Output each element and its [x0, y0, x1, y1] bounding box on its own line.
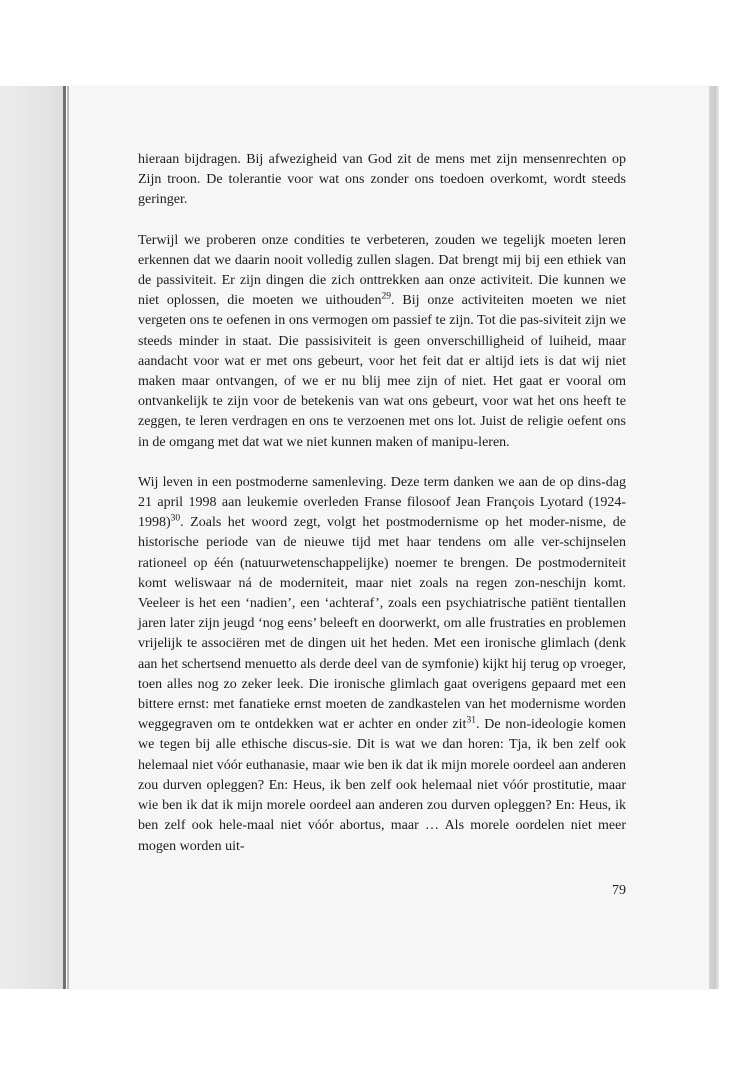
- text-run: . De non-ideologie komen we tegen bij alle ethische discus-sie. Dit is wat we dan horen: Tja, ik ben zelf ook helemaal niet vóór euthanasie, maar wie ben ik dat ik mijn morele oordeel aan anderen zou durven opleggen? En: Heus, ik ben zelf ook helemaal niet vóór prostitutie, maar wie ben ik dat ik mijn morele oordeel aan anderen zou durven opleggen? En: Heus, ik ben zelf ook hele-maal niet vóór abortus, maar … Als morele oordelen niet meer mogen worden uit-: [138, 717, 626, 854]
- book-binding-shadow: [0, 86, 64, 989]
- footnote-ref: 31: [466, 715, 476, 726]
- text-run: hieraan bijdragen. Bij afwezigheid van God zit de mens met zijn mensenrechten op Zijn troon. De tolerantie voor wat ons zonder ons toedoen overkomt, wordt steeds geringer.: [138, 152, 626, 208]
- paragraph: [138, 150, 626, 211]
- paragraph: [138, 231, 626, 453]
- footnote-ref: 29: [381, 291, 391, 302]
- book-spine-highlight: [67, 86, 69, 989]
- page-stack-edge: [709, 86, 719, 989]
- text-run: Terwijl we proberen onze condities te verbeteren, zouden we tegelijk moeten leren erkennen dat we daarin nooit volledig zullen slagen. Dat brengt mij bij een ethiek van de passiviteit. Er zijn dingen die zich onttrekken aan onze activiteit. Die kunnen we niet oplossen, die moeten we uithouden: [138, 232, 626, 309]
- paragraph: [138, 473, 626, 857]
- text-run: . Zoals het woord zegt, volgt het postmodernisme op het moder-nisme, de historische periode van de nieuwe tijd met haar tendens om alle ver-schijnselen rationeel op één (natuurwetenschappelijke) noemer te brengen. De postmoderniteit komt weliswaar ná de moderniteit, maar niet zoals na regen zon-neschijn komt. Veeleer is het een ‘nadien’, een ‘achteraf’, zoals een psychiatrische patiënt tientallen jaren later zijn jeugd ‘nog eens’ beleeft en doorwerkt, om alle frustraties en problemen vrijelijk te associëren met de dingen uit het heden. Met een ironische glimlach (denk aan het schertsend menuetto als derde deel van de symfonie) kijkt hij terug op vroeger, toen alles nog zo zeker leek. Die ironische glimlach gaat overigens gepaard met een bittere ernst: met fanatieke ernst moeten de zandkastelen van het modernisme worden weggegraven om te ontdekken wat er achter en onder zit: [138, 515, 626, 733]
- book-spine-line: [63, 86, 66, 989]
- page-number: 79: [612, 883, 626, 898]
- text-run: . Bij onze activiteiten moeten we niet vergeten ons te oefenen in ons vermogen om passief te zijn. Tot die pas-siviteit zijn we steeds minder in staat. Die passisiviteit is geen onverschilligheid of luiheid, maar aandacht voor wat er met ons gebeurt, voor het feit dat er altijd iets is dat wij niet maken maar ontvangen, of we er nu blij mee zijn of niet. Het gaat er vooral om ontvankelijk te zijn voor de betekenis van wat ons gebeurt, voor wat het ons heeft te zeggen, te leren verdragen en ons te verzoenen met ons lot. Juist de religie oefent ons in de omgang met dat wat we niet kunnen maken of manipu-leren.: [138, 293, 627, 450]
- footnote-ref: 30: [170, 513, 181, 524]
- text-run: Wij leven in een postmoderne samenleving. Deze term danken we aan de op dins-dag 21 april 1998 aan leukemie overleden Franse filosoof Jean François Lyotard (1924-1998): [138, 474, 626, 531]
- body-text: [138, 150, 626, 857]
